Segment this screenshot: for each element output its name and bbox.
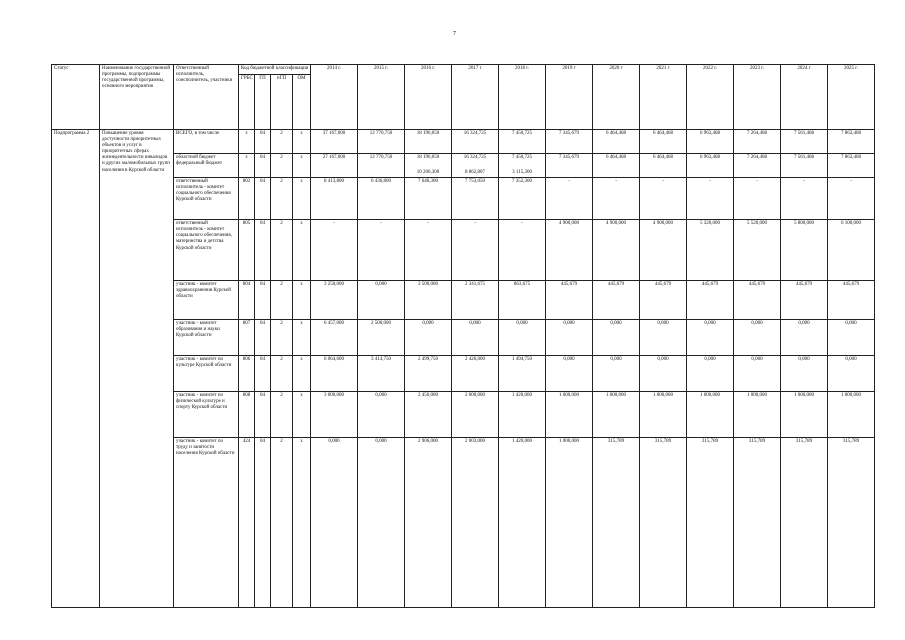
value-text: 0,000 — [563, 321, 575, 327]
value-cell — [593, 356, 640, 392]
value-cell — [358, 356, 405, 392]
value-text: 6 100,000 — [841, 221, 862, 227]
value-cell — [734, 356, 781, 392]
value-cell — [546, 281, 593, 320]
value-cell — [405, 154, 452, 178]
value-cell — [546, 320, 593, 356]
value-cell — [640, 438, 687, 608]
value-text: 1 000,000 — [606, 393, 627, 399]
value-text: 7 345,679 — [559, 155, 580, 160]
value-cell — [358, 154, 405, 178]
code-gp-cell: 04 — [255, 130, 271, 154]
value-text: 1 000,000 — [700, 393, 721, 399]
value-cell — [311, 154, 358, 178]
code-om-cell: х — [293, 130, 311, 154]
header-year: 2015 г. — [358, 65, 405, 130]
code-grbs-cell: 806 — [239, 356, 255, 392]
value-cell — [546, 154, 593, 178]
value-text: - — [803, 179, 805, 185]
code-om-cell: х — [293, 281, 311, 320]
value-cell — [546, 130, 593, 154]
value-text: 10 206,300 — [416, 170, 440, 176]
table-row — [52, 178, 875, 220]
value-cell — [546, 392, 593, 438]
value-text: 445,679 — [701, 282, 719, 288]
value-cell — [593, 130, 640, 154]
value-cell — [828, 356, 875, 392]
code-grbs-cell: 805 — [239, 220, 255, 281]
value-text: 6 963,468 — [700, 131, 721, 136]
value-cell — [311, 220, 358, 281]
value-text: 6 963,468 — [700, 155, 721, 160]
value-cell — [593, 320, 640, 356]
value-cell — [546, 438, 593, 608]
value-text: 8 862,807 — [465, 170, 486, 176]
value-text: 315,789 — [795, 439, 813, 445]
value-cell — [358, 130, 405, 154]
value-text: 7 863,468 — [841, 155, 862, 160]
value-cell — [734, 281, 781, 320]
value-cell — [452, 130, 499, 154]
header-code-group: Код бюджетной классификации — [239, 65, 311, 75]
value-cell — [828, 130, 875, 154]
executor-cell: участник - комитет по культуре Курской области — [174, 356, 239, 392]
header-year: 2025 г. — [828, 65, 875, 130]
code-grbs-cell: 807 — [239, 320, 255, 356]
value-cell — [640, 220, 687, 281]
value-cell — [593, 281, 640, 320]
header-name: Наименование государственной программы, подпрограммы государственной программы, основного мероприятия — [100, 65, 174, 130]
value-cell — [452, 178, 499, 220]
code-grbs-cell: 808 — [239, 392, 255, 438]
value-cell — [311, 392, 358, 438]
value-cell — [311, 320, 358, 356]
value-text: - — [521, 221, 523, 227]
value-cell — [499, 220, 546, 281]
value-text: 5 320,000 — [700, 221, 721, 227]
value-text: 37 167,000 — [322, 131, 346, 136]
value-text: 1 000,000 — [559, 393, 580, 399]
value-text: 4 900,000 — [653, 221, 674, 227]
value-text: 863,675 — [513, 282, 531, 288]
code-om-cell: х — [293, 438, 311, 608]
value-cell — [546, 178, 593, 220]
value-text: 6 464,468 — [653, 131, 674, 136]
code-gp-cell: 04 — [255, 356, 271, 392]
header-year: 2016 г. — [405, 65, 452, 130]
value-text: 0,000 — [375, 282, 387, 288]
value-text: 0,000 — [657, 357, 669, 363]
header-code-grbs: ГРБС — [239, 75, 255, 130]
executor-cell: участник - комитет образования и науки Курской области — [174, 320, 239, 356]
header-year: 2023 г. — [734, 65, 781, 130]
value-text: 7 450,725 — [512, 155, 533, 160]
value-cell — [452, 154, 499, 178]
value-cell — [734, 320, 781, 356]
value-text: 1 000,000 — [653, 393, 674, 399]
value-text: 0,000 — [798, 357, 810, 363]
value-cell — [405, 320, 452, 356]
value-text: 0,000 — [845, 357, 857, 363]
value-cell — [405, 178, 452, 220]
executor-cell: ВСЕГО, в том числе — [174, 130, 239, 154]
value-text: 0,000 — [375, 393, 387, 399]
value-cell — [405, 438, 452, 608]
value-cell — [687, 438, 734, 608]
value-cell — [452, 392, 499, 438]
header-year: 2019 г — [546, 65, 593, 130]
executor-cell: участник - комитет по физической культуре и спорту Курской области — [174, 392, 239, 438]
table-row — [52, 281, 875, 320]
value-text: 7 264,468 — [747, 155, 768, 160]
value-text: 12 770,750 — [369, 155, 393, 160]
header-code-gp: ГП — [255, 75, 271, 130]
value-text: 0,000 — [469, 321, 481, 327]
value-text: 2 906,000 — [418, 439, 439, 445]
value-cell — [546, 356, 593, 392]
value-text: 6 464,468 — [653, 155, 674, 160]
value-text: 445,679 — [795, 282, 813, 288]
value-text: 445,679 — [607, 282, 625, 288]
value-cell — [687, 154, 734, 178]
value-cell — [640, 130, 687, 154]
value-text: 0,000 — [422, 321, 434, 327]
executor-cell: ответственный исполнитель - комитет социального обеспечения Курской области — [174, 178, 239, 220]
value-cell — [405, 392, 452, 438]
table-row — [52, 392, 875, 438]
value-text: 5 520,000 — [747, 221, 768, 227]
value-cell — [687, 281, 734, 320]
value-text: 3 414,750 — [371, 357, 392, 363]
value-text: 6 064,600 — [324, 357, 345, 363]
value-text: 7 640,300 — [418, 179, 439, 185]
value-text: 0,000 — [751, 357, 763, 363]
value-cell — [828, 178, 875, 220]
value-text: - — [709, 179, 711, 185]
value-text: 3 000,000 — [324, 393, 345, 399]
header-executor: Ответственный исполнитель, соисполнитель, участники — [174, 65, 239, 130]
value-text: 0,000 — [751, 321, 763, 327]
value-cell — [593, 178, 640, 220]
value-cell — [499, 130, 546, 154]
code-gp-cell: 04 — [255, 154, 271, 178]
value-text: 8 413,800 — [324, 179, 345, 185]
value-cell — [311, 281, 358, 320]
value-text: 18 196,050 — [416, 131, 440, 136]
value-cell — [734, 438, 781, 608]
value-cell — [499, 178, 546, 220]
value-text: - — [756, 179, 758, 185]
value-text: 0,000 — [704, 321, 716, 327]
header-year: 2021 г — [640, 65, 687, 130]
value-text: 445,679 — [560, 282, 578, 288]
value-text: - — [427, 221, 429, 227]
header-year: 2014 г. — [311, 65, 358, 130]
value-cell — [687, 356, 734, 392]
value-cell — [358, 178, 405, 220]
value-cell — [499, 320, 546, 356]
value-cell — [405, 130, 452, 154]
value-text: 18 196,050 — [416, 155, 440, 160]
value-cell — [640, 178, 687, 220]
value-cell — [499, 438, 546, 608]
code-pgp-cell: 2 — [271, 392, 293, 438]
value-text: 12 770,750 — [369, 131, 393, 136]
table-row — [52, 356, 875, 392]
executor-cell: участник - комитет по труду и занятости населения Курской области — [174, 438, 239, 608]
value-cell — [640, 392, 687, 438]
value-text: 0,000 — [375, 439, 387, 445]
value-text: 6 464,468 — [606, 131, 627, 136]
value-text: 16 324,725 — [463, 131, 487, 136]
value-cell — [828, 320, 875, 356]
value-cell — [405, 220, 452, 281]
value-cell — [593, 392, 640, 438]
value-text: - — [474, 221, 476, 227]
value-text: 0,000 — [704, 357, 716, 363]
code-om-cell: х — [293, 220, 311, 281]
value-text: - — [850, 179, 852, 185]
value-text: 7 561,468 — [794, 131, 815, 136]
header-year: 2020 г — [593, 65, 640, 130]
value-text: 2 426,000 — [465, 357, 486, 363]
value-text: 7 561,468 — [794, 155, 815, 160]
value-text: 7 753,050 — [465, 179, 486, 185]
executor-cell: ответственный исполнитель - комитет социального обеспечения, материнства и детства Курской области — [174, 220, 239, 281]
code-gp-cell: 04 — [255, 320, 271, 356]
value-text: - — [380, 221, 382, 227]
header-year: 2022 г. — [687, 65, 734, 130]
value-text: 315,789 — [607, 439, 625, 445]
value-cell — [311, 178, 358, 220]
value-text: 7 863,468 — [841, 131, 862, 136]
value-cell — [828, 438, 875, 608]
table-row — [52, 220, 875, 281]
value-cell — [452, 281, 499, 320]
header-year: 2017 г — [452, 65, 499, 130]
value-text: 315,789 — [701, 439, 719, 445]
value-text: - — [615, 179, 617, 185]
code-pgp-cell: 2 — [271, 320, 293, 356]
value-cell — [687, 220, 734, 281]
code-om-cell: х — [293, 320, 311, 356]
value-text: 1 000,000 — [559, 439, 580, 445]
value-cell — [311, 438, 358, 608]
value-text: 6 464,468 — [606, 155, 627, 160]
code-pgp-cell: 2 — [271, 220, 293, 281]
value-cell — [828, 154, 875, 178]
code-grbs-cell: 424 — [239, 438, 255, 608]
code-pgp-cell: 2 — [271, 356, 293, 392]
value-cell — [358, 320, 405, 356]
value-text: 1 420,000 — [512, 439, 533, 445]
table-row — [52, 438, 875, 608]
value-cell — [687, 178, 734, 220]
value-text: 7 264,468 — [747, 131, 768, 136]
value-cell — [593, 438, 640, 608]
value-cell — [499, 392, 546, 438]
value-cell — [781, 178, 828, 220]
value-cell — [593, 220, 640, 281]
value-text: 2 000,000 — [465, 393, 486, 399]
value-text: 6 436,800 — [371, 179, 392, 185]
value-cell — [781, 320, 828, 356]
value-cell — [687, 392, 734, 438]
code-pgp-cell: 2 — [271, 281, 293, 320]
value-cell — [781, 130, 828, 154]
value-cell — [499, 154, 546, 178]
value-cell — [593, 154, 640, 178]
value-cell — [358, 220, 405, 281]
page-number: 7 — [453, 31, 456, 37]
code-grbs-cell: х — [239, 130, 255, 154]
header-status: Статус — [52, 65, 100, 130]
value-cell — [687, 130, 734, 154]
value-text: 315,789 — [748, 439, 766, 445]
code-pgp-cell: 2 — [271, 438, 293, 608]
value-text: 0,000 — [657, 321, 669, 327]
value-text: 0,000 — [798, 321, 810, 327]
program-name: Повышение уровня доступности приоритетных объектов и услуг в приоритетных сферах жизнедеятельности инвалидов и других маломобильных групп населения в Курской области — [100, 130, 174, 608]
value-cell — [405, 356, 452, 392]
value-text: 0,000 — [610, 357, 622, 363]
value-text: 7 345,679 — [559, 131, 580, 136]
value-text: - — [568, 179, 570, 185]
value-cell — [640, 320, 687, 356]
code-grbs-cell: х — [239, 154, 255, 178]
value-cell — [358, 438, 405, 608]
value-text: 3 250,000 — [324, 282, 345, 288]
value-cell — [687, 320, 734, 356]
value-cell — [640, 281, 687, 320]
value-text: 0,000 — [516, 321, 528, 327]
header-year: 2024 г — [781, 65, 828, 130]
value-text: 315,789 — [842, 439, 860, 445]
value-text: - — [333, 221, 335, 227]
value-cell — [499, 281, 546, 320]
table-row — [52, 154, 875, 178]
value-text: 0,000 — [845, 321, 857, 327]
value-cell — [781, 438, 828, 608]
value-text: - — [662, 179, 664, 185]
value-cell — [452, 356, 499, 392]
value-cell — [452, 438, 499, 608]
code-gp-cell: 04 — [255, 220, 271, 281]
value-text: 315,789 — [654, 439, 672, 445]
value-cell — [734, 154, 781, 178]
value-text: 2 499,750 — [418, 357, 439, 363]
value-text: 2 500,000 — [371, 321, 392, 327]
value-text: 1 000,000 — [747, 393, 768, 399]
code-pgp-cell: 2 — [271, 154, 293, 178]
value-cell — [311, 356, 358, 392]
value-cell — [734, 130, 781, 154]
code-om-cell: х — [293, 154, 311, 178]
value-cell — [311, 130, 358, 154]
value-cell — [734, 178, 781, 220]
value-text: 6 457,000 — [324, 321, 345, 327]
table-row — [52, 130, 875, 154]
value-text: 0,000 — [610, 321, 622, 327]
value-cell — [734, 392, 781, 438]
value-text: 1 000,000 — [841, 393, 862, 399]
value-text: 1 000,000 — [794, 393, 815, 399]
code-pgp-cell: 2 — [271, 130, 293, 154]
table-row — [52, 320, 875, 356]
value-text: 2 450,000 — [418, 393, 439, 399]
code-gp-cell: 04 — [255, 392, 271, 438]
value-text: 5 800,000 — [794, 221, 815, 227]
value-cell — [640, 356, 687, 392]
code-gp-cell: 04 — [255, 178, 271, 220]
header-code-pgp: пГП — [271, 75, 293, 130]
value-text: 445,679 — [842, 282, 860, 288]
code-om-cell: х — [293, 178, 311, 220]
code-pgp-cell: 2 — [271, 178, 293, 220]
header-year: 2018 г. — [499, 65, 546, 130]
code-om-cell: х — [293, 392, 311, 438]
value-cell — [499, 356, 546, 392]
executor-cell: участник - комитет здравоохранения Курской области — [174, 281, 239, 320]
value-text: 16 324,725 — [463, 155, 487, 160]
value-text: 2 341,675 — [465, 282, 486, 288]
value-text: 7 450,725 — [512, 131, 533, 136]
value-cell — [734, 220, 781, 281]
executor-cell: областной бюджет федеральный бюджет — [174, 154, 239, 178]
value-text: 27 167,000 — [322, 155, 346, 160]
value-text: 3 115,300 — [512, 170, 532, 176]
value-cell — [828, 220, 875, 281]
value-cell — [781, 220, 828, 281]
value-text: 4 900,000 — [559, 221, 580, 227]
value-cell — [452, 320, 499, 356]
value-cell — [358, 392, 405, 438]
value-text: 0,000 — [328, 439, 340, 445]
value-text: 7 352,300 — [512, 179, 533, 185]
program-status: Подпрограмма 2 — [52, 130, 100, 608]
value-text: 4 900,000 — [606, 221, 627, 227]
value-cell — [640, 154, 687, 178]
code-grbs-cell: 804 — [239, 281, 255, 320]
value-text: 1 420,000 — [512, 393, 533, 399]
value-text: 445,679 — [654, 282, 672, 288]
code-grbs-cell: 803 — [239, 178, 255, 220]
value-text: 2 003,000 — [465, 439, 486, 445]
value-text: 3 500,000 — [418, 282, 439, 288]
budget-table — [51, 64, 875, 608]
code-om-cell: х — [293, 356, 311, 392]
value-cell — [781, 154, 828, 178]
value-cell — [781, 392, 828, 438]
value-cell — [781, 356, 828, 392]
value-text: 1 494,750 — [512, 357, 533, 363]
code-gp-cell: 04 — [255, 281, 271, 320]
value-cell — [828, 281, 875, 320]
value-text: 0,000 — [563, 357, 575, 363]
value-cell — [405, 281, 452, 320]
value-cell — [452, 220, 499, 281]
value-text: 445,679 — [748, 282, 766, 288]
header-code-om: ОМ — [293, 75, 311, 130]
value-cell — [828, 392, 875, 438]
value-cell — [358, 281, 405, 320]
value-cell — [546, 220, 593, 281]
value-cell — [781, 281, 828, 320]
code-gp-cell: 04 — [255, 438, 271, 608]
